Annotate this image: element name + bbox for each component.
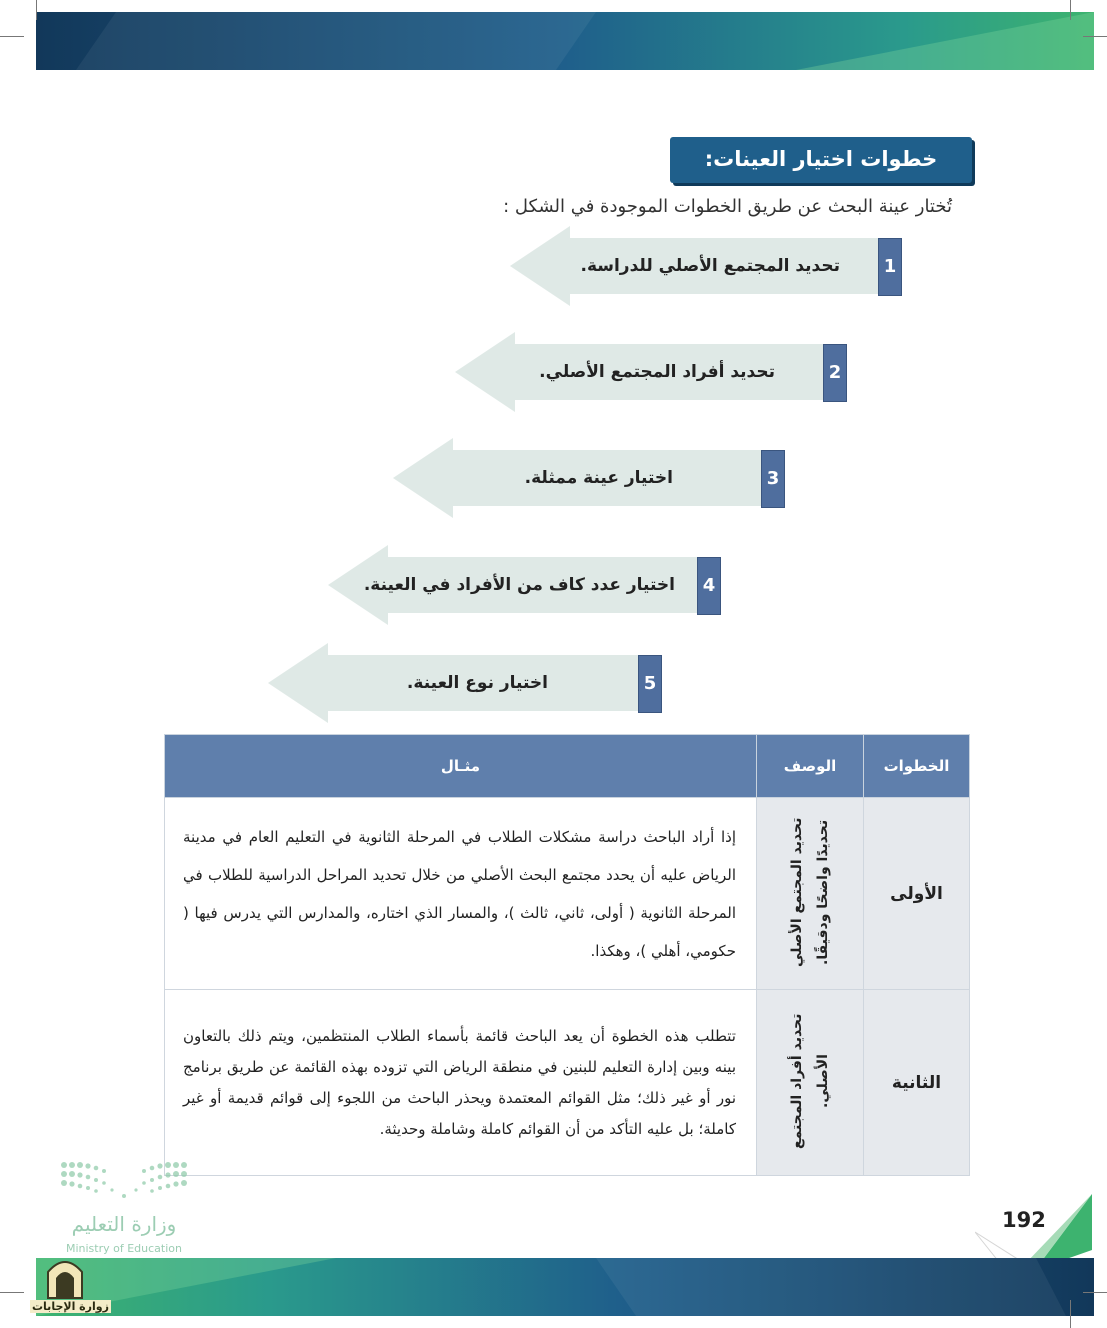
- step-4: [328, 557, 721, 627]
- section-title: خطوات اختيار العينات:: [670, 137, 972, 183]
- crop-mark: [1070, 1300, 1071, 1328]
- step-label: اختيار نوع العينة.: [406, 673, 548, 693]
- ministry-name-arabic: وزارة التعليم: [71, 1212, 177, 1236]
- crop-mark: [0, 1292, 24, 1293]
- ministry-name-english: Ministry of Education: [65, 1242, 182, 1255]
- step-arrow-head: [455, 332, 515, 412]
- ministry-logo-dots: [58, 1160, 190, 1204]
- row-description: [757, 798, 864, 990]
- row-description-text: تحديد أفراد المجتمع الأصلي.: [789, 1012, 831, 1149]
- watermark-text: زوارة الإجابات: [32, 1300, 109, 1313]
- row-example: تتطلب هذه الخطوة أن يعد الباحث قائمة بأسماء الطلاب المنتظمين، ويتم ذلك بالتعاون بينه وبين إدارة التعليم للبنين في منطقة الرياض التي تزوده بهذه القائمة عن طريق برنامج نور أو غير ذلك؛ مثل القوائم المعتمدة ويحذر الباحث من اللجوء إلى قوائم قديمة أو غير كاملة؛ بل عليه التأكد من أن القوائم كاملة وشاملة وحديثة.: [165, 990, 757, 1176]
- step-label: اختيار عدد كاف من الأفراد في العينة.: [363, 575, 675, 595]
- watermark-logo-icon: [44, 1254, 86, 1300]
- step-label: تحديد المجتمع الأصلي للدراسة.: [580, 256, 840, 276]
- top-banner: [36, 12, 1094, 70]
- table-header-row: [165, 735, 970, 798]
- steps-table: [164, 734, 970, 1176]
- crop-mark: [1083, 1292, 1107, 1293]
- row-example: إذا أراد الباحث دراسة مشكلات الطلاب في المرحلة الثانوية في التعليم العام في مدينة الرياض عليه أن يحدد مجتمع البحث الأصلي من خلال تحديد المراحل الدراسية للطلاب في المرحلة الثانوية ( أولى، ثاني، ثالث )، والمسار الذي اختاره، والمدارس التي يدرس فيها ( حكومي، أهلي )، وهكذا.: [165, 798, 757, 990]
- header-description: الوصف: [757, 735, 864, 798]
- crop-mark: [1070, 0, 1071, 20]
- step-arrow-head: [393, 438, 453, 518]
- step-number: 2: [823, 344, 847, 402]
- step-label: تحديد أفراد المجتمع الأصلي.: [539, 362, 775, 382]
- crop-mark: [0, 36, 24, 37]
- step-number: 4: [697, 557, 721, 615]
- header-example: مثـال: [165, 735, 757, 798]
- row-description-text: تحديد المجتمع الأصلي تحديدًا واضحًا ودقيقًا.: [789, 816, 831, 967]
- row-description: [757, 990, 864, 1176]
- step-number: 1: [878, 238, 902, 296]
- table-row: [165, 798, 970, 990]
- header-steps: الخطوات: [864, 735, 970, 798]
- step-number: 5: [638, 655, 662, 713]
- crop-mark: [36, 0, 37, 20]
- step-2: [455, 344, 847, 414]
- step-3: [393, 450, 785, 520]
- row-step: الثانية: [864, 990, 970, 1176]
- step-label: اختيار عينة ممثلة.: [524, 468, 673, 488]
- row-step: الأولى: [864, 798, 970, 990]
- step-arrow-head: [510, 226, 570, 306]
- step-arrow-head: [268, 643, 328, 723]
- step-5: [268, 655, 662, 725]
- bottom-banner: [36, 1258, 1094, 1316]
- page-number: 192: [1002, 1208, 1046, 1232]
- crop-mark: [1083, 36, 1107, 37]
- table-row: [165, 990, 970, 1176]
- step-1: [510, 238, 902, 308]
- intro-text: تُختار عينة البحث عن طريق الخطوات الموجودة في الشكل :: [503, 196, 952, 217]
- step-number: 3: [761, 450, 785, 508]
